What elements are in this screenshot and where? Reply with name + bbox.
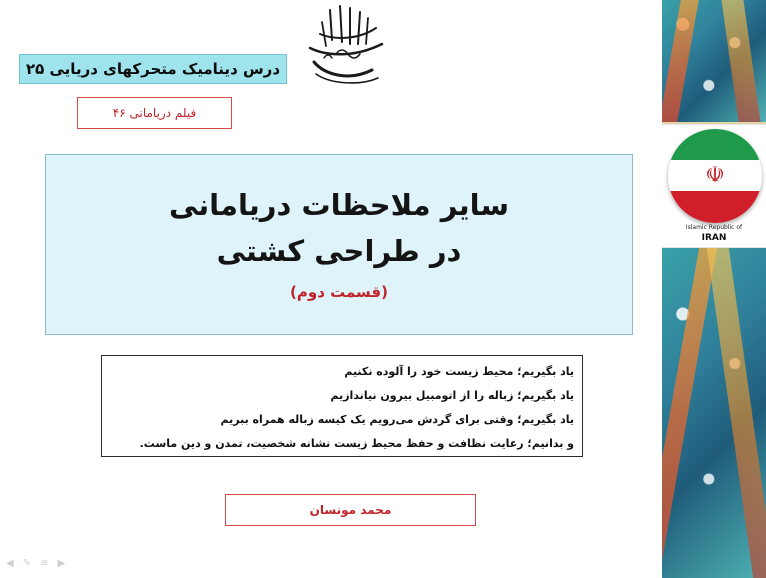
film-label: فیلم دریامانی ۴۶	[112, 106, 197, 120]
slide-subtitle: (قسمت دوم)	[290, 283, 388, 301]
pen-icon[interactable]: ✎	[22, 558, 32, 569]
film-label-box	[77, 97, 232, 129]
author-name: محمد مونسان	[309, 503, 392, 517]
iran-flag-icon	[668, 129, 762, 223]
flag-caption-line-2: IRAN	[701, 233, 727, 243]
slogan-line: یاد بگیریم؛ زباله را از اتومبیل بیرون نیاندازیم	[330, 389, 574, 402]
menu-icon[interactable]: ≡	[40, 558, 49, 569]
slide-title-line-1: سایر ملاحظات دریامانی	[168, 188, 510, 222]
course-title-box	[19, 54, 287, 84]
bismillah-calligraphy-logo	[300, 0, 392, 90]
flag-panel	[662, 124, 766, 248]
next-icon[interactable]: ▶	[57, 558, 66, 569]
slide-controls	[6, 559, 65, 569]
decorative-pattern-bottom	[662, 248, 766, 578]
prev-icon[interactable]: ◀	[6, 558, 14, 569]
slide-title-box	[45, 154, 633, 335]
slide-title-line-2: در طراحی کشتی	[216, 234, 462, 268]
slogans-box	[101, 355, 583, 457]
flag-caption-line-1: Islamic Republic of	[685, 224, 743, 231]
slogan-line: و بدانیم؛ رعایت نظافت و حفظ محیط زیست نشانه شخصیت، تمدن و دین ماست.	[139, 437, 574, 450]
author-box	[225, 494, 476, 526]
course-title: درس دینامیک متحرکهای دریایی ۲۵	[25, 60, 281, 78]
slogan-line: یاد بگیریم؛ وقتی برای گردش می‌رویم یک کیسه زباله همراه ببریم	[220, 413, 574, 426]
slogan-line: یاد بگیریم؛ محیط زیست خود را آلوده نکنیم	[344, 365, 574, 378]
decorative-pattern-top	[662, 0, 766, 122]
flag-emblem-icon: ☫	[705, 163, 725, 188]
decorative-side-strip	[662, 0, 766, 578]
